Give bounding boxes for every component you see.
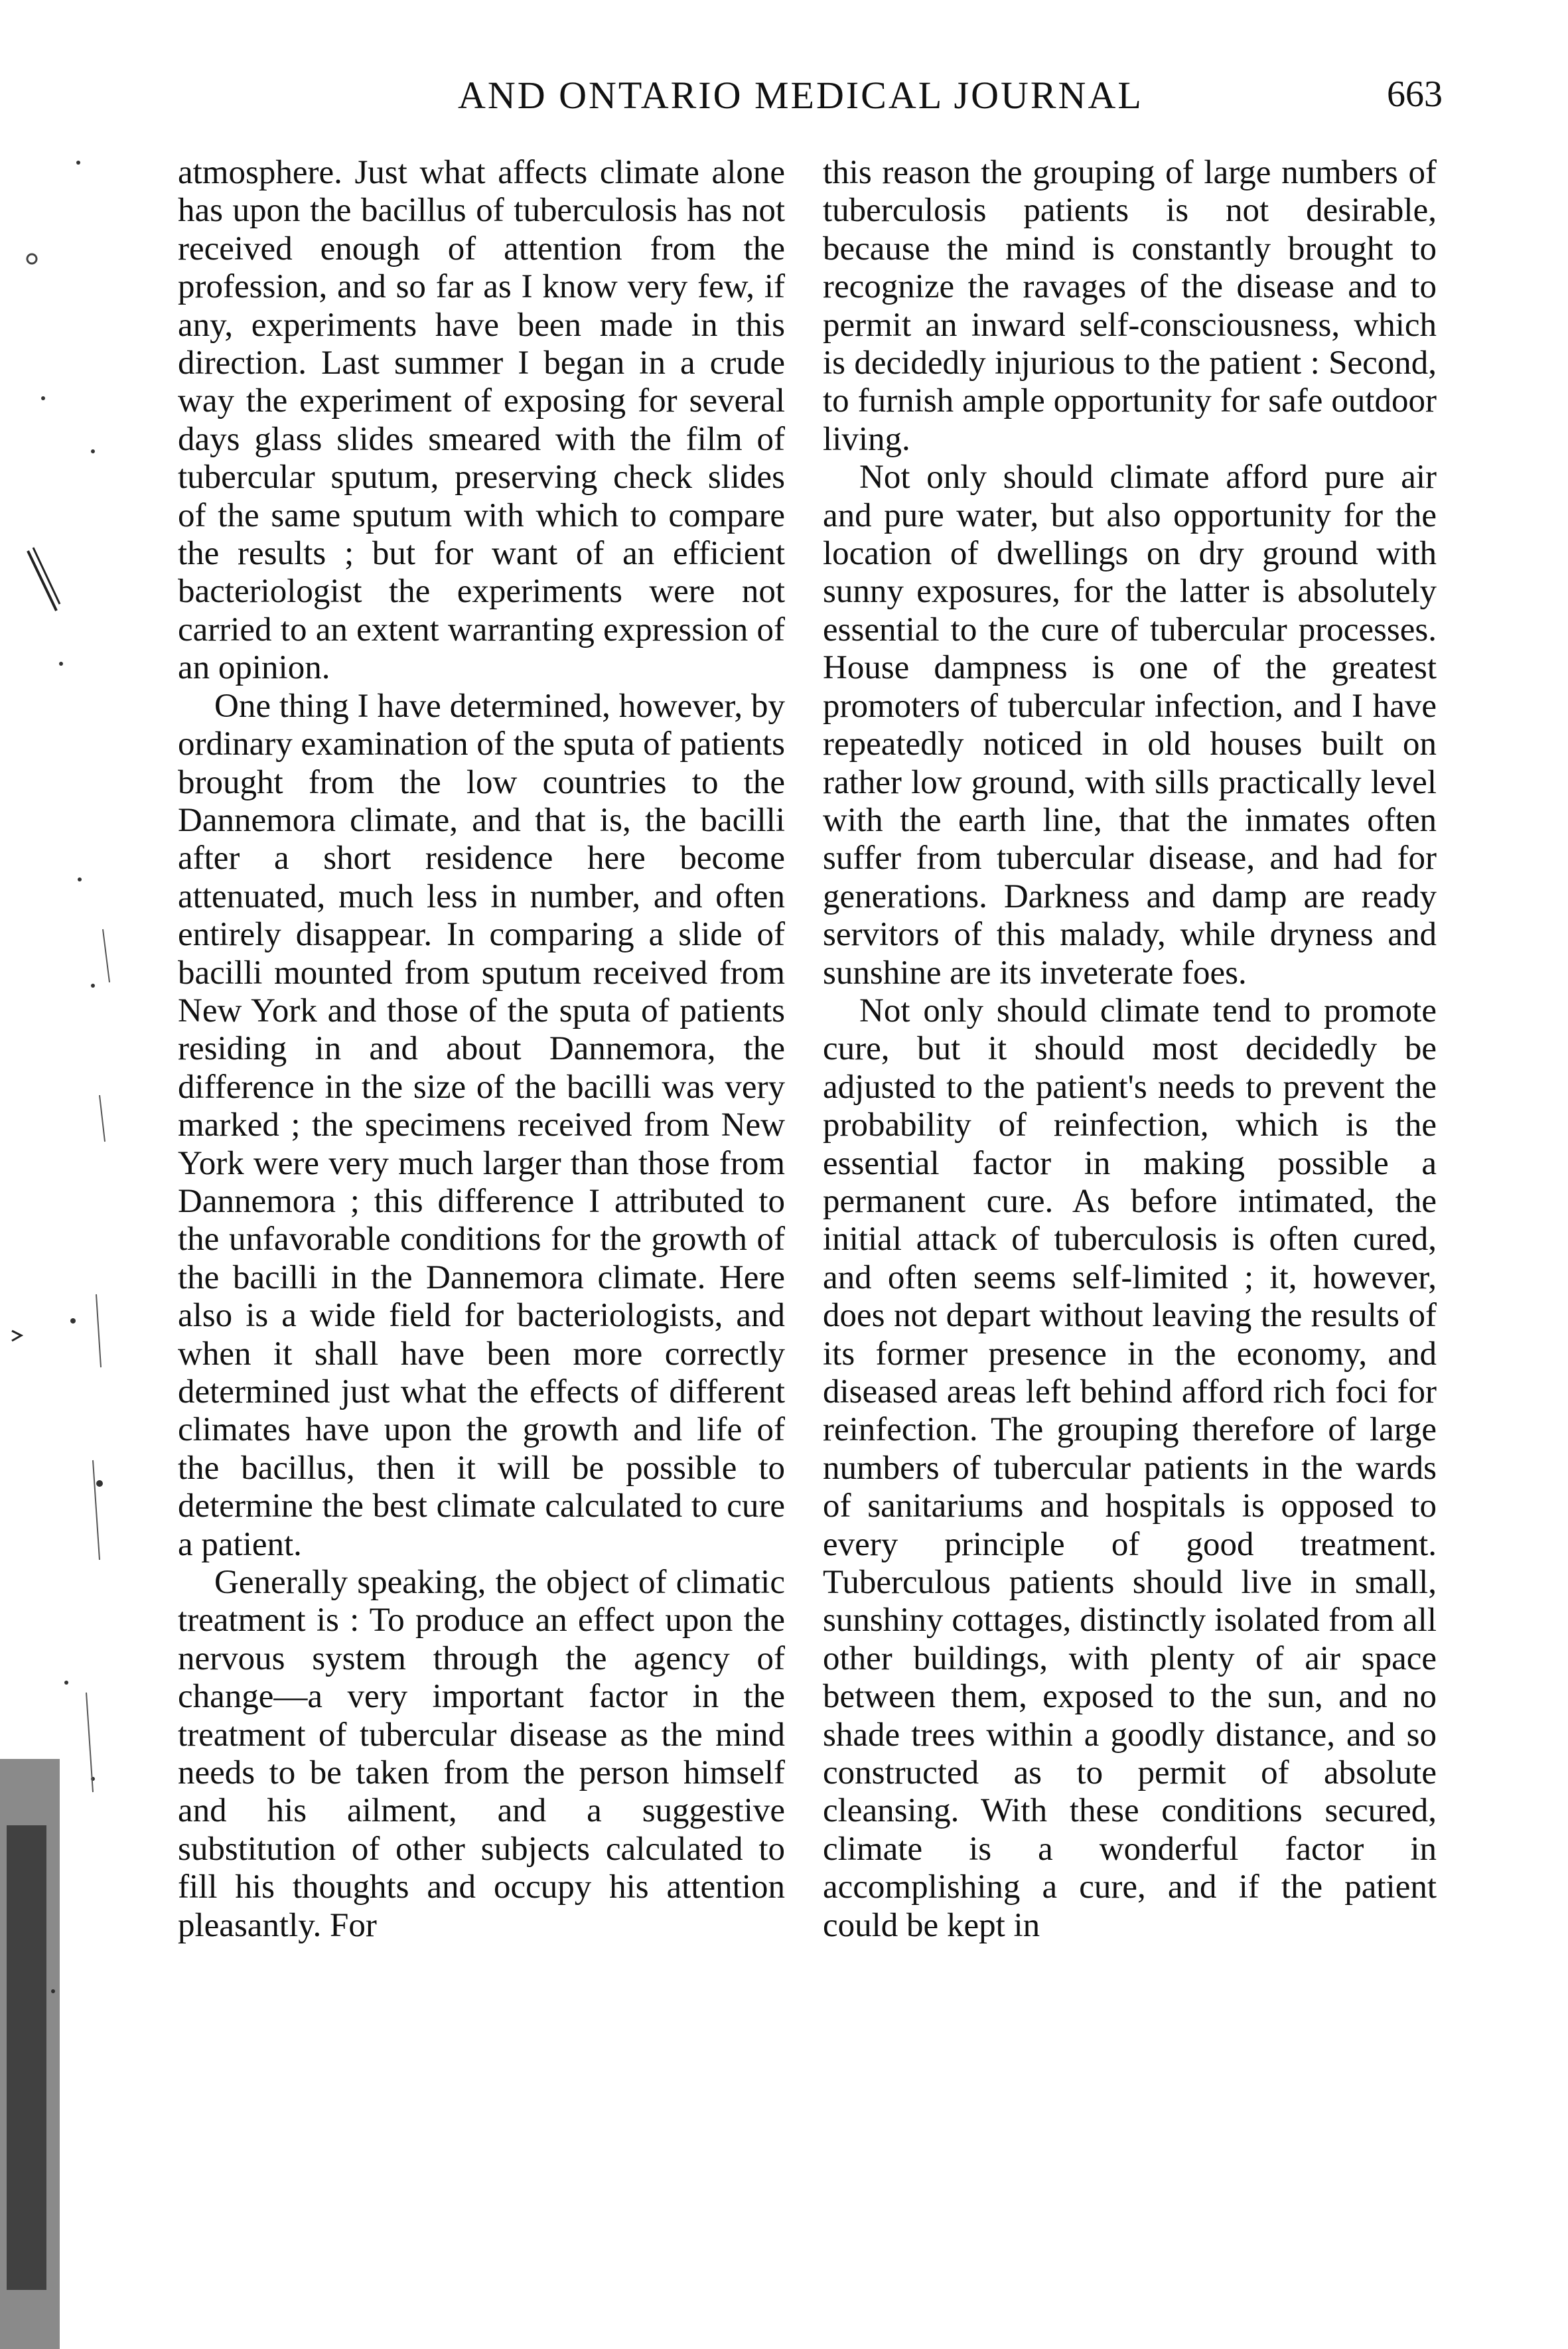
page-header: [0, 73, 1568, 119]
right-column: [823, 154, 1437, 1945]
paragraph: Not only should climate afford pure air and pure water, but also opportunity for the location of dwellings on dry ground with sunny exposures, for the latter is absolutely essential to the cure of tubercular processes. House dampness is one of the greatest promoters of tubercular infection, and I have repeatedly noticed in old houses built on rather low ground, with sills practically level with the earth line, that the inmates often suffer from tubercular disease, and had for generations. Darkness and damp are ready servitors of this malady, while dryness and sunshine are its inveterate foes.: [823, 459, 1437, 992]
paragraph: this reason the grouping of large numbers of tuberculosis patients is not desirable, because the mind is constantly brought to recognize the ravages of the disease and to permit an inward self-consciousness, which is decidedly injurious to the patient : Second, to furnish ample opportunity for safe outdoor living.: [823, 154, 1437, 458]
scan-margin-artifacts: [0, 0, 153, 2349]
paragraph: atmosphere. Just what affects climate alone has upon the bacillus of tuberculosis has not received enough of attention from the profession, and so far as I know very few, if any, experiments have been made in this direction. Last summer I began in a crude way the experiment of exposing for several days glass slides smeared with the film of tubercular sputum, preserving check slides of the same sputum with which to compare the results ; but for want of an efficient bacteriologist the experiments were not carried to an extent warranting expression of an opinion.: [178, 154, 785, 687]
paragraph: Generally speaking, the object of climatic treatment is : To produce an effect upon the nervous system through the agency of change—a very important factor in the treatment of tubercular disease as the mind needs to be taken from the person himself and his ailment, and a suggestive substitution of other subjects calculated to fill his thoughts and occupy his attention pleasantly. For: [178, 1564, 785, 1944]
paragraph: One thing I have determined, however, by ordinary examination of the sputa of patients brought from the low countries to the Dannemora climate, and that is, the bacilli after a short residence here become attenuated, much less in number, and often entirely disappear. In comparing a slide of bacilli mounted from sputum received from New York and those of the sputa of patients residing in and about Dannemora, the difference in the size of the bacilli was very marked ; the specimens received from New York were very much larger than those from Dannemora ; this difference I attributed to the unfavorable conditions for the growth of the bacilli in the Dannemora climate. Here also is a wide field for bacteriologists, and when it shall have been more correctly determined just what the effects of different climates have upon the growth and life of the bacillus, then it will be possible to determine the best climate calculated to cure a patient.: [178, 687, 785, 1563]
left-column: [178, 154, 785, 1945]
paragraph: Not only should climate tend to promote cure, but it should most decidedly be adjusted to the patient's needs to prevent the probability of reinfection, which is the essential factor in making possible a permanent cure. As before intimated, the initial attack of tuberculosis is often cured, and often seems self-limited ; it, however, does not depart without leaving the results of its former presence in the economy, and diseased areas left behind afford rich foci for reinfection. The grouping therefore of large numbers of tubercular patients in the wards of sanitariums and hospitals is opposed to every principle of good treatment. Tuberculous patients should live in small, sunshiny cottages, distinctly isolated from all other buildings, with plenty of air space between them, exposed to the sun, and no shade trees within a goodly distance, and so constructed as to permit of absolute cleansing. With these conditions secured, climate is a wonderful factor in accomplishing a cure, and if the patient could be kept in: [823, 992, 1437, 1944]
running-head: AND ONTARIO MEDICAL JOURNAL: [458, 74, 1143, 117]
page-number: 663: [1387, 74, 1443, 115]
